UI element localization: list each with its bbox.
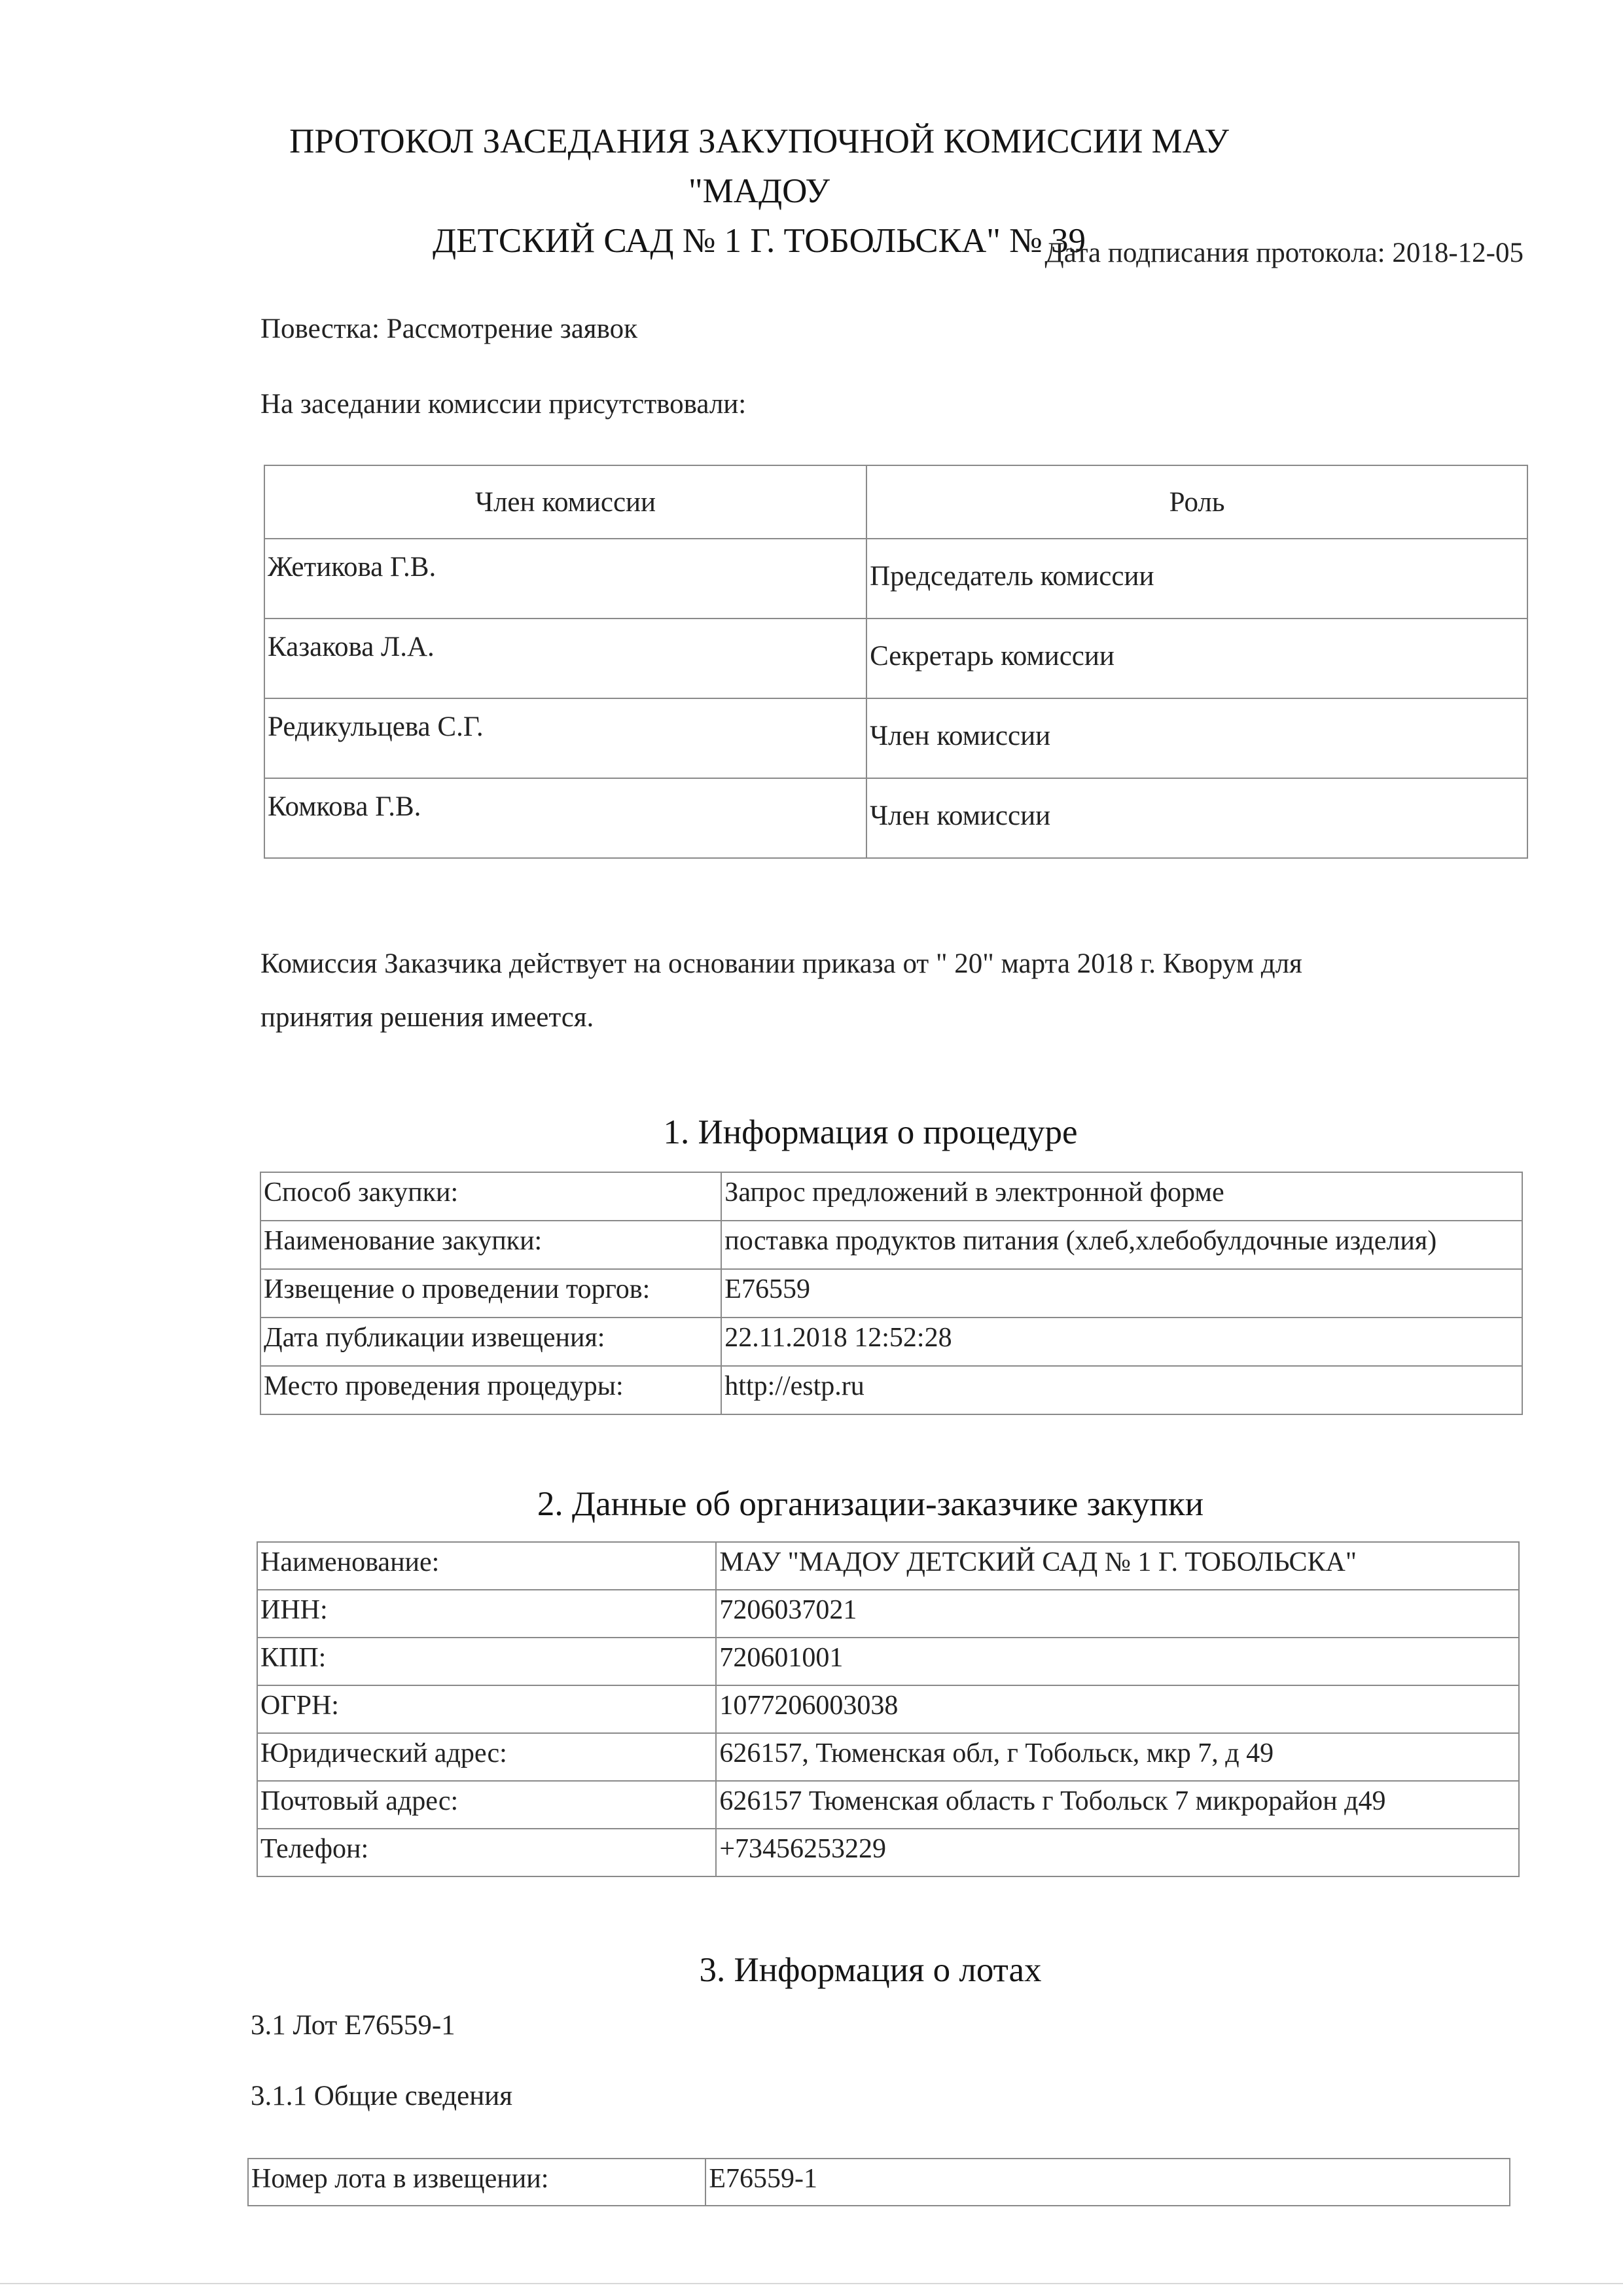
procedure-info-table [260,1172,1523,1415]
info-label: Наименование закупки: [260,1221,721,1269]
table-row [260,1221,1522,1269]
info-value: http://estp.ru [721,1366,1522,1414]
info-label: Почтовый адрес: [257,1781,716,1829]
table-row [260,1172,1522,1221]
title-line-2: ДЕТСКИЙ САД № 1 Г. ТОБОЛЬСКА" № 39 [433,222,1086,260]
info-value: E76559-1 [705,2159,1510,2206]
info-value: 1077206003038 [716,1685,1519,1733]
table-row [264,619,1527,698]
info-value: 626157, Тюменская обл, г Тобольск, мкр 7, д 49 [716,1733,1519,1781]
info-label: Место проведения процедуры: [260,1366,721,1414]
table-row [257,1733,1519,1781]
members-header-name: Член комиссии [264,465,866,539]
info-label: Номер лота в извещении: [248,2159,705,2206]
table-row [264,539,1527,619]
info-label: ОГРН: [257,1685,716,1733]
member-role: Член комиссии [866,698,1527,778]
table-row [257,1542,1519,1590]
table-row [260,1366,1522,1414]
info-value: Запрос предложений в электронной форме [721,1172,1522,1221]
table-row [248,2159,1510,2206]
member-role: Член комиссии [866,778,1527,858]
general-info-title: 3.1.1 Общие сведения [251,2081,513,2111]
table-row [264,778,1527,858]
info-value: 22.11.2018 12:52:28 [721,1318,1522,1366]
attendance-intro: На заседании комиссии присутствовали: [260,389,747,420]
page-bottom-rule [0,2283,1623,2284]
table-row [260,1269,1522,1318]
table-row [257,1781,1519,1829]
info-label: Телефон: [257,1829,716,1876]
member-name: Комкова Г.В. [264,778,866,858]
info-label: Способ закупки: [260,1172,721,1221]
member-role: Секретарь комиссии [866,619,1527,698]
table-row [257,1638,1519,1685]
customer-info-table [257,1541,1520,1877]
member-name: Жетикова Г.В. [264,539,866,619]
quorum-line-1: Комиссия Заказчика действует на основании приказа от " 20" марта 2018 г. Кворум для [260,948,1302,979]
table-row [257,1829,1519,1876]
table-row [264,698,1527,778]
info-value: поставка продуктов питания (хлеб,хлебобулдочные изделия) [721,1221,1522,1269]
info-value: +73456253229 [716,1829,1519,1876]
info-value: МАУ "МАДОУ ДЕТСКИЙ САД № 1 Г. ТОБОЛЬСКА" [716,1542,1519,1590]
info-value: 720601001 [716,1638,1519,1685]
info-label: Юридический адрес: [257,1733,716,1781]
info-label: КПП: [257,1638,716,1685]
title-line-1: ПРОТОКОЛ ЗАСЕДАНИЯ ЗАКУПОЧНОЙ КОМИССИИ МАУ "МАДОУ [289,122,1229,210]
table-row [257,1590,1519,1638]
lot-info-table [247,2158,1510,2206]
quorum-line-2: принятия решения имеется. [260,1002,594,1033]
member-name: Редикульцева С.Г. [264,698,866,778]
member-name: Казакова Л.А. [264,619,866,698]
members-table [264,465,1528,859]
section-1-heading: 1. Информация о процедуре [663,1113,1078,1151]
signing-date: Дата подписания протокола: 2018-12-05 [1044,238,1524,268]
info-value: 7206037021 [716,1590,1519,1638]
info-label: ИНН: [257,1590,716,1638]
table-row [260,1318,1522,1366]
info-value: E76559 [721,1269,1522,1318]
member-role: Председатель комиссии [866,539,1527,619]
table-row [257,1685,1519,1733]
info-label: Извещение о проведении торгов: [260,1269,721,1318]
agenda-text: Повестка: Рассмотрение заявок [260,314,637,344]
info-label: Наименование: [257,1542,716,1590]
section-3-heading: 3. Информация о лотах [699,1951,1042,1989]
members-header-role: Роль [866,465,1527,539]
lot-title: 3.1 Лот E76559-1 [251,2010,455,2041]
section-2-heading: 2. Данные об организации-заказчике закупки [537,1485,1204,1523]
info-value: 626157 Тюменская область г Тобольск 7 микрорайон д49 [716,1781,1519,1829]
info-label: Дата публикации извещения: [260,1318,721,1366]
